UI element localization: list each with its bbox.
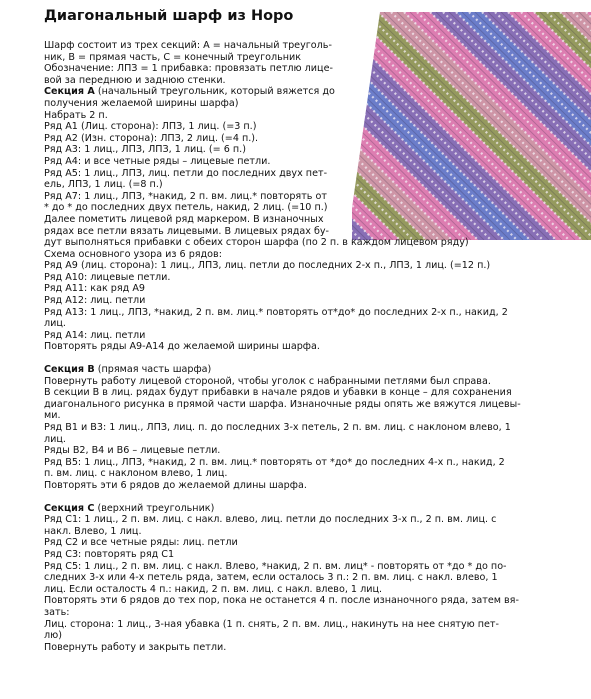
instruction-line: накл. Влево, 1 лиц. bbox=[44, 525, 142, 537]
instruction-line: В секции В в лиц. рядах будут прибавки в начале рядов и убавки в конце – для сохранения bbox=[44, 387, 512, 399]
section-b-heading-rest: (прямая часть шарфа) bbox=[94, 364, 212, 376]
instruction-line: лиц. bbox=[44, 318, 66, 330]
section-a-heading-line bbox=[44, 86, 532, 98]
section-c-heading-rest: (верхний треугольник) bbox=[94, 502, 215, 514]
section-b-heading: Секция В bbox=[44, 364, 95, 376]
instruction-line: следних 3-х или 4-х петель ряда, затем, если осталось 3 п.: 2 п. вм. лиц. с накл. влево, 1 bbox=[44, 572, 498, 584]
instruction-line: Ряд А14: лиц. петли bbox=[44, 329, 146, 341]
instruction-line: Ряд А12: лиц. петли bbox=[44, 295, 146, 307]
instruction-line: Повернуть работу лицевой стороной, чтобы уголок с набранными петлями был справа. bbox=[44, 375, 491, 387]
instruction-line: Ряд В1 и В3: 1 лиц., ЛПЗ, лиц. п. до последних 3-х петель, 2 п. вм. лиц. с наклоном влево, 1 bbox=[44, 422, 511, 433]
instruction-line: Схема основного узора из 6 рядов: bbox=[44, 248, 222, 260]
instruction-line: дут выполняться прибавки с обеих сторон шарфа (по 2 п. в каждом лицевом ряду) bbox=[44, 237, 469, 249]
instruction-line: Ряд А13: 1 лиц., ЛПЗ, *накид, 2 п. вм. лиц.* повторять от*до* до последних 2-х п., накид, 2 bbox=[44, 306, 508, 318]
instruction-line: Ряды В2, В4 и В6 – лицевые петли. bbox=[44, 445, 221, 457]
instruction-line: Ряд С2 и все четные ряды: лиц. петли bbox=[44, 537, 238, 549]
instruction-line: Повторять ряды А9-А14 до желаемой ширины шарфа. bbox=[44, 341, 320, 353]
instruction-line: Ряд А3: 1 лиц., ЛПЗ, ЛПЗ, 1 лиц. (= 6 п.) bbox=[44, 144, 246, 156]
instruction-line: зать: bbox=[44, 606, 70, 618]
page-title: Диагональный шарф из Норо bbox=[44, 8, 294, 24]
instruction-line: Ряд А9 (лиц. сторона): 1 лиц., ЛПЗ, лиц. петли до последних 2-х п., ЛПЗ, 1 лиц. (=12 п.) bbox=[44, 260, 491, 272]
instruction-line: получения желаемой ширины шарфа) bbox=[44, 97, 239, 109]
section-b-heading-line bbox=[44, 364, 532, 376]
instruction-line: Ряд С5: 1 лиц., 2 п. вм. лиц. с накл. Влево, *накид, 2 п. вм. лиц* - повторять от *до * до по- bbox=[44, 560, 507, 572]
instruction-line: Повернуть работу и закрыть петли. bbox=[44, 641, 227, 653]
instruction-line: Ряд А5: 1 лиц., ЛПЗ, лиц. петли до последних двух пет- bbox=[44, 167, 328, 179]
section-a-body bbox=[44, 98, 532, 353]
pattern-text bbox=[44, 40, 532, 653]
instruction-line: лиц. bbox=[44, 433, 66, 445]
instruction-line: Ряд С3: повторять ряд С1 bbox=[44, 548, 175, 560]
instruction-line: Ряд А7: 1 лиц., ЛПЗ, *накид, 2 п. вм. лиц.* повторять от bbox=[44, 190, 327, 202]
instruction-line: рядах все петли вязать лицевыми. В лицевых рядах бу- bbox=[44, 225, 330, 237]
section-c-heading: Секция С bbox=[44, 502, 95, 514]
section-c-heading-line bbox=[44, 503, 532, 515]
instruction-line: Ряд А2 (Изн. сторона): ЛПЗ, 2 лиц. (=4 п.). bbox=[44, 132, 259, 144]
section-b-body bbox=[44, 376, 532, 492]
instruction-line: Ряд А11: как ряд А9 bbox=[44, 283, 146, 295]
section-a-heading-rest: (начальный треугольник, который вяжется до bbox=[94, 86, 335, 98]
instruction-line: ель, ЛПЗ, 1 лиц. (=8 п.) bbox=[44, 179, 163, 191]
instruction-line: Повторять эти 6 рядов до желаемой длины шарфа. bbox=[44, 479, 307, 491]
section-a-heading: Секция А bbox=[44, 86, 95, 98]
intro-line: вой за переднюю и заднюю стенки. bbox=[44, 74, 226, 86]
instruction-line: п. вм. лиц. с наклоном влево, 1 лиц. bbox=[44, 468, 228, 480]
section-c-body bbox=[44, 514, 532, 653]
instruction-line: Ряд С1: 1 лиц., 2 п. вм. лиц. с накл. влево, лиц. петли до последних 3-х п., 2 п. вм. лиц. с bbox=[44, 514, 497, 526]
instruction-line: ми. bbox=[44, 410, 61, 422]
intro-line: Обозначение: ЛПЗ = 1 прибавка: провязать петлю лице- bbox=[44, 63, 333, 75]
instruction-line: Далее пометить лицевой ряд маркером. В изнаночных bbox=[44, 213, 324, 225]
instruction-line: Ряд А4: и все четные ряды – лицевые петли. bbox=[44, 155, 271, 167]
instruction-line: лю) bbox=[44, 630, 62, 642]
instruction-line: Ряд А1 (Лиц. сторона): ЛПЗ, 1 лиц. (=3 п.) bbox=[44, 121, 257, 133]
instruction-line: Набрать 2 п. bbox=[44, 109, 108, 121]
intro-line: Шарф состоит из трех секций: А = начальный треуголь- bbox=[44, 40, 332, 51]
intro-line: ник, В = прямая часть, С = конечный треугольник bbox=[44, 51, 302, 63]
instruction-line: лиц. Если осталость 4 п.: накид, 2 п. вм. лиц. с накл. влево, 1 лиц. bbox=[44, 583, 383, 595]
instruction-line: Ряд А10: лицевые петли. bbox=[44, 271, 171, 283]
instruction-line: * до * до последних двух петель, накид, 2 лиц. (=10 п.) bbox=[44, 202, 328, 214]
instruction-line: Лиц. сторона: 1 лиц., 3-ная убавка (1 п. снять, 2 п. вм. лиц., накинуть на нее снятую пет- bbox=[44, 618, 499, 630]
instruction-line: Ряд В5: 1 лиц., ЛПЗ, *накид, 2 п. вм. лиц.* повторять от *до* до последних 4-х п., накид, 2 bbox=[44, 456, 505, 468]
instruction-line: Повторять эти 6 рядов до тех пор, пока не останется 4 п. после изнаночного ряда, затем вя- bbox=[44, 595, 519, 607]
instruction-line: диагонального рисунка в прямой части шарфа. Изнаночные ряды опять же вяжутся лицевы- bbox=[44, 398, 521, 410]
